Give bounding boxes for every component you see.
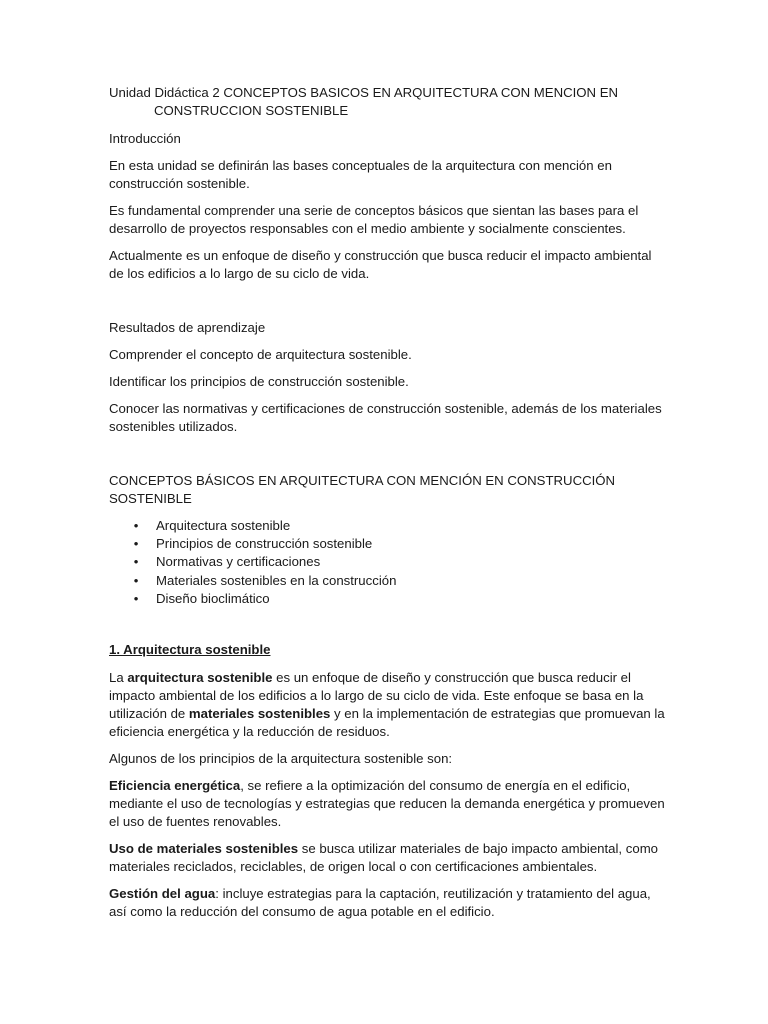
- section-1-paragraph-2: Algunos de los principios de la arquitectura sostenible son:: [109, 751, 453, 767]
- intro-paragraph-2: Es fundamental comprender una serie de conceptos básicos que sientan las bases para el desarrollo de proyectos responsables con el medio ambiente y socialmente conscientes.: [109, 203, 639, 236]
- intro-paragraph-3: Actualmente es un enfoque de diseño y construcción que busca reducir el impacto ambiental de los edificios a lo largo de su ciclo de vida.: [109, 248, 652, 281]
- document-title: [109, 84, 668, 120]
- list-item: • Materiales sostenibles en la construcción: [156, 572, 668, 590]
- principle-sustainable-materials: Uso de materiales sostenibles se busca utilizar materiales de bajo impacto ambiental, como materiales reciclados, reciclables, de origen local o con certificaciones ambientales.: [109, 841, 659, 875]
- list-item: • Principios de construcción sostenible: [156, 535, 668, 553]
- section-1-paragraph-1: La arquitectura sostenible es un enfoque de diseño y construcción que busca reducir el impacto ambiental de los edificios a lo largo de su ciclo de vida. Este enfoque se basa en la utilización de materiales sostenibles y en la implementación de estrategias que promuevan la eficiencia energética y la reducción de residuos.: [109, 670, 665, 740]
- list-item: • Arquitectura sostenible: [156, 517, 668, 535]
- intro-heading: Introducción: [109, 131, 181, 146]
- list-item: • Diseño bioclimático: [156, 590, 668, 608]
- results-heading: Resultados de aprendizaje: [109, 320, 266, 335]
- bullet-icon: •: [133, 572, 139, 588]
- result-2: Identificar los principios de construcción sostenible.: [109, 374, 409, 389]
- result-3: Conocer las normativas y certificaciones de construcción sostenible, además de los materiales sostenibles utilizados.: [109, 401, 662, 434]
- section-1-heading: 1. Arquitectura sostenible: [109, 642, 271, 658]
- principle-water-management: Gestión del agua: incluye estrategias para la captación, reutilización y tratamiento del agua, así como la reducción del consumo de agua potable en el edificio.: [109, 886, 651, 920]
- bullet-icon: •: [133, 590, 139, 606]
- concepts-list: [109, 517, 668, 608]
- bullet-icon: •: [133, 536, 139, 552]
- principle-energy-efficiency: Eficiencia energética, se refiere a la optimización del consumo de energía en el edificio, mediante el uso de tecnologías y estrategias que reducen la demanda energética y promueven el uso de fuentes renovables.: [109, 778, 665, 830]
- title-line-2: CONSTRUCCION SOSTENIBLE: [154, 103, 349, 118]
- bullet-icon: •: [133, 518, 139, 533]
- bullet-icon: •: [133, 554, 139, 570]
- intro-paragraph-1: En esta unidad se definirán las bases conceptuales de la arquitectura con mención en construcción sostenible.: [109, 158, 612, 191]
- title-line-1: Unidad Didáctica 2 CONCEPTOS BASICOS EN ARQUITECTURA CON MENCION EN: [109, 85, 619, 100]
- concepts-heading: CONCEPTOS BÁSICOS EN ARQUITECTURA CON MENCIÓN EN CONSTRUCCIÓN SOSTENIBLE: [109, 473, 616, 506]
- result-1: Comprender el concepto de arquitectura sostenible.: [109, 347, 412, 362]
- list-item: • Normativas y certificaciones: [156, 553, 668, 571]
